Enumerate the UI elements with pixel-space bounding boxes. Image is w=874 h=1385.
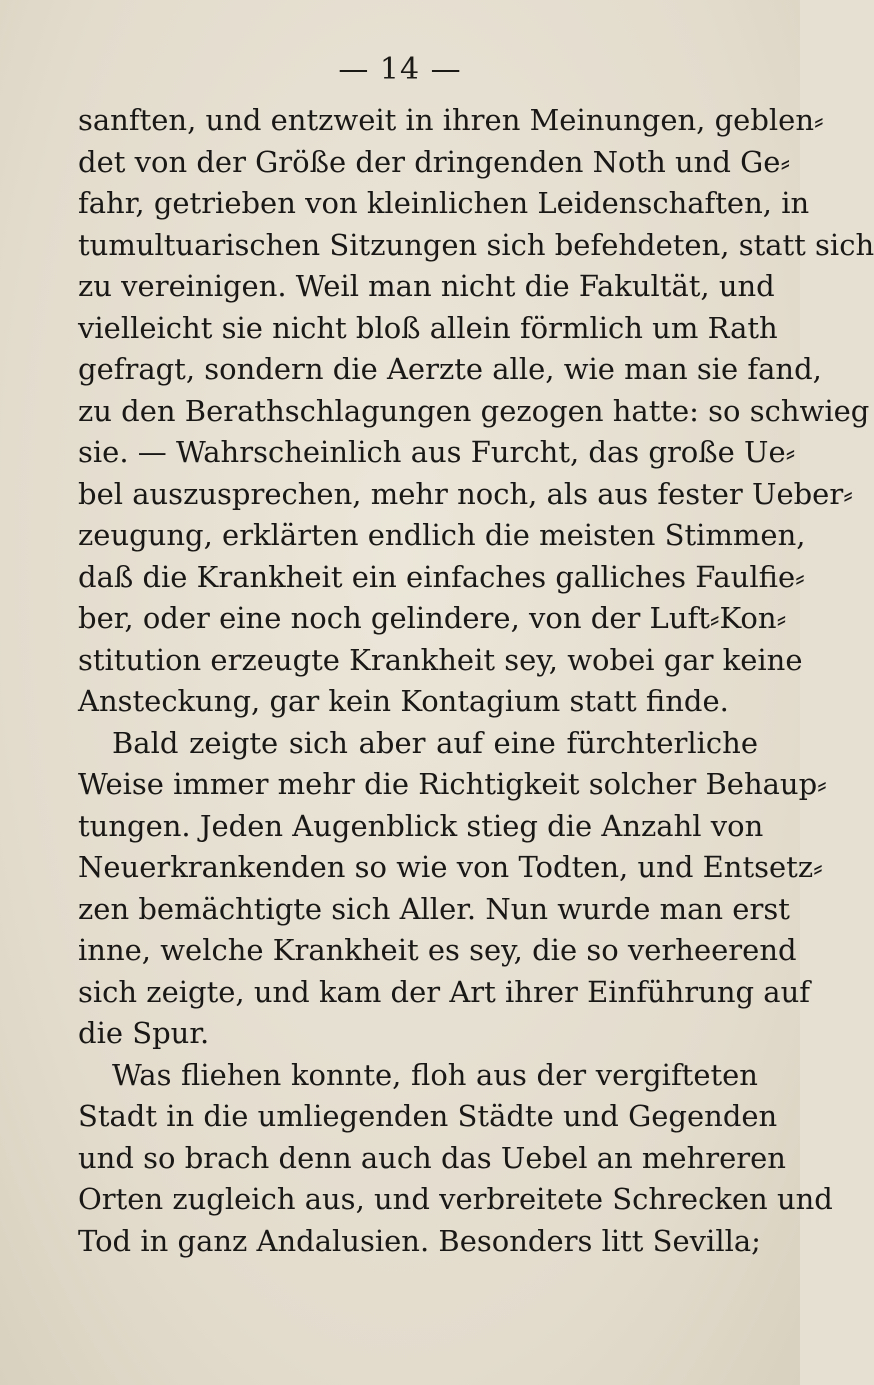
- text-line: die Spur.: [78, 1016, 210, 1050]
- text-line: Ansteckung, gar kein Kontagium statt finde.: [78, 684, 729, 718]
- text-line: Tod in ganz Andalusien. Besonders litt Sevilla;: [78, 1223, 761, 1258]
- text-line: ber, oder eine noch gelindere, von der Luft⸗Kon⸗: [78, 601, 787, 635]
- text-line: bel auszusprechen, mehr noch, als aus fester Ueber⸗: [78, 476, 853, 511]
- text-line: det von der Größe der dringenden Noth und Ge⸗: [78, 144, 791, 179]
- text-line: zu den Berathschlagungen gezogen hatte: so schwieg: [78, 393, 870, 428]
- text-line: Stadt in die umliegenden Städte und Gegenden: [78, 1099, 778, 1133]
- text-line: inne, welche Krankheit es sey, die so verheerend: [78, 933, 797, 967]
- text-line: vielleicht sie nicht bloß allein förmlich um Rath: [78, 310, 778, 345]
- text-line: sich zeigte, und kam der Art ihrer Einführung auf: [78, 974, 810, 1009]
- text-line: zu vereinigen. Weil man nicht die Fakultät, und: [78, 269, 775, 303]
- text-line: Neuerkrankenden so wie von Todten, und Entsetz⸗: [78, 850, 823, 884]
- page-number: — 14 —: [338, 52, 462, 87]
- text-line: sie. — Wahrscheinlich aus Furcht, das große Ue⸗: [78, 435, 796, 469]
- text-line: und so brach denn auch das Uebel an mehreren: [78, 1140, 786, 1175]
- text-line: Weise immer mehr die Richtigkeit solcher Behaup⸗: [78, 767, 827, 801]
- text-line: zen bemächtigte sich Aller. Nun wurde man erst: [78, 891, 790, 926]
- text-line: Orten zugleich aus, und verbreitete Schrecken und: [78, 1182, 833, 1216]
- text-line: sanften, und entzweit in ihren Meinungen, geblen⸗: [78, 103, 824, 137]
- text-line: stitution erzeugte Krankheit sey, wobei gar keine: [78, 642, 803, 677]
- text-line: zeugung, erklärten endlich die meisten Stimmen,: [78, 518, 806, 552]
- text-line: daß die Krankheit ein einfaches galliches Faulfie⸗: [78, 559, 805, 594]
- body-text: [78, 100, 874, 1262]
- text-line: gefragt, sondern die Aerzte alle, wie man sie fand,: [78, 352, 822, 386]
- text-line: tumultuarischen Sitzungen sich befehdeten, statt sich: [78, 227, 874, 262]
- text-line: tungen. Jeden Augenblick stieg die Anzahl von: [78, 808, 764, 843]
- text-line: Bald zeigte sich aber auf eine fürchterliche: [112, 725, 758, 760]
- text-line: fahr, getrieben von kleinlichen Leidenschaften, in: [78, 186, 810, 220]
- text-line: Was fliehen konnte, floh aus der vergifteten: [112, 1057, 758, 1092]
